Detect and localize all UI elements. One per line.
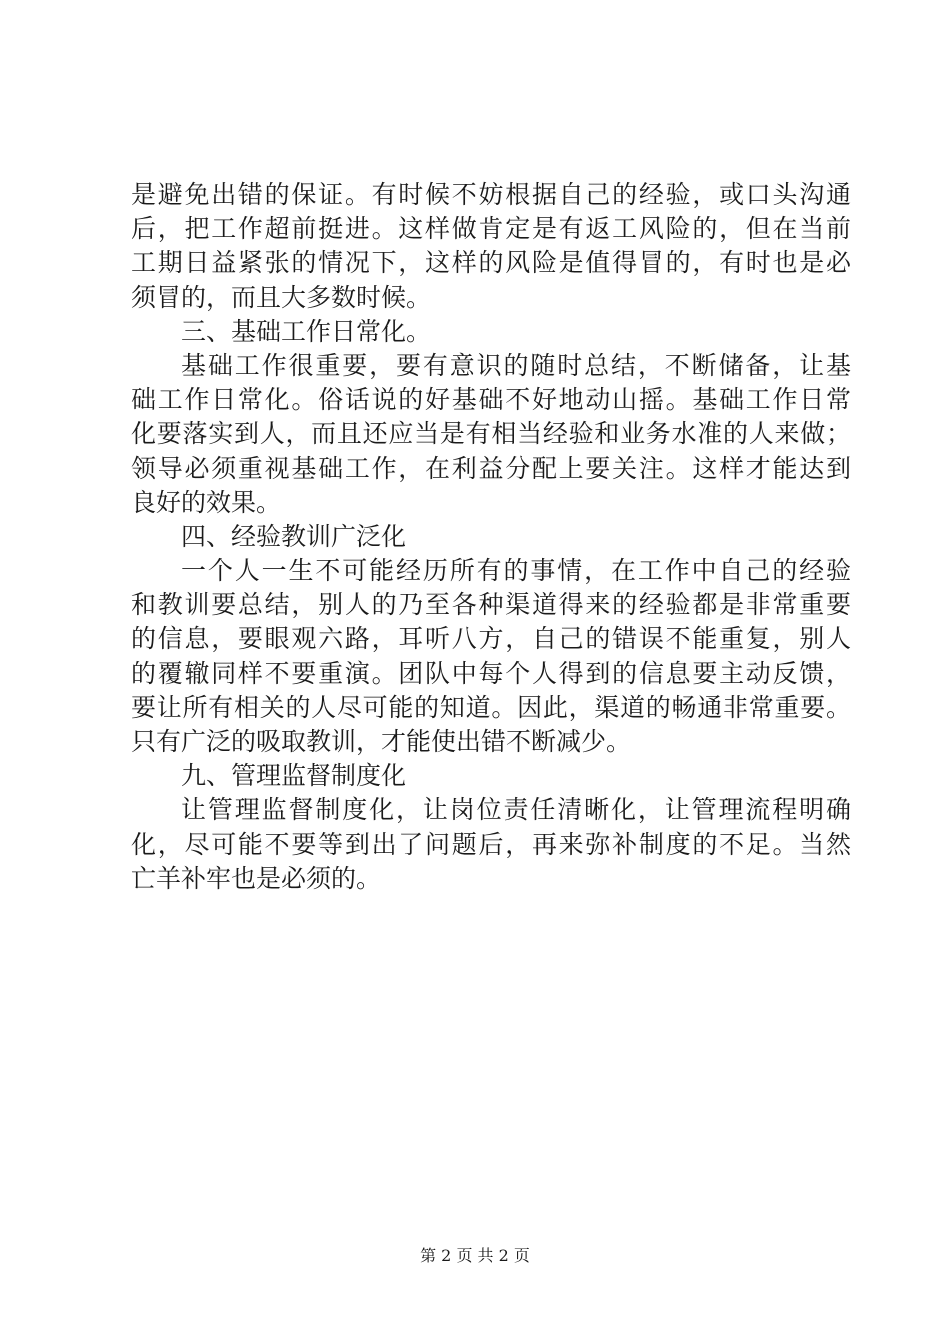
body-text-line: 要让所有相关的人尽可能的知道。因此，渠道的畅通非常重要。 — [131, 692, 851, 722]
body-text-line: 工期日益紧张的情况下，这样的风险是值得冒的，有时也是必 — [131, 248, 851, 278]
body-text-line: 的信息，要眼观六路，耳听八方，自己的错误不能重复，别人 — [131, 624, 851, 654]
page-footer: 第 2 页 共 2 页 — [420, 1246, 530, 1265]
section-heading: 九、管理监督制度化 — [181, 761, 407, 791]
body-text-line: 是避免出错的保证。有时候不妨根据自己的经验，或口头沟通 — [131, 180, 851, 209]
body-text-line: 后，把工作超前挺进。这样做肯定是有返工风险的，但在当前 — [131, 214, 851, 244]
body-text-line: 化要落实到人，而且还应当是有相当经验和业务水准的人来做； — [131, 419, 851, 449]
section-heading: 四、经验教训广泛化 — [181, 521, 407, 551]
document-body — [131, 178, 851, 896]
body-text-line: 亡羊补牢也是必须的。 — [131, 863, 382, 893]
body-text-line: 须冒的，而且大多数时候。 — [131, 282, 432, 312]
body-text-line: 只有广泛的吸取教训，才能使出错不断减少。 — [131, 727, 632, 756]
body-text-line: 化，尽可能不要等到出了问题后，再来弥补制度的不足。当然 — [131, 829, 851, 859]
body-text-line: 和教训要总结，别人的乃至各种渠道得来的经验都是非常重要 — [131, 590, 851, 620]
body-text-line: 让管理监督制度化，让岗位责任清晰化，让管理流程明确 — [181, 795, 851, 825]
section-heading: 三、基础工作日常化。 — [181, 316, 432, 346]
body-text-line: 领导必须重视基础工作，在利益分配上要关注。这样才能达到 — [131, 453, 851, 483]
body-text-line: 基础工作很重要，要有意识的随时总结，不断储备，让基 — [181, 350, 851, 380]
body-text-line: 一个人一生不可能经历所有的事情，在工作中自己的经验 — [181, 556, 851, 586]
body-text-line: 的覆辙同样不要重演。团队中每个人得到的信息要主动反馈， — [131, 658, 851, 688]
body-text-line: 础工作日常化。俗话说的好基础不好地动山摇。基础工作日常 — [131, 385, 851, 415]
body-text-line: 良好的效果。 — [131, 487, 282, 517]
